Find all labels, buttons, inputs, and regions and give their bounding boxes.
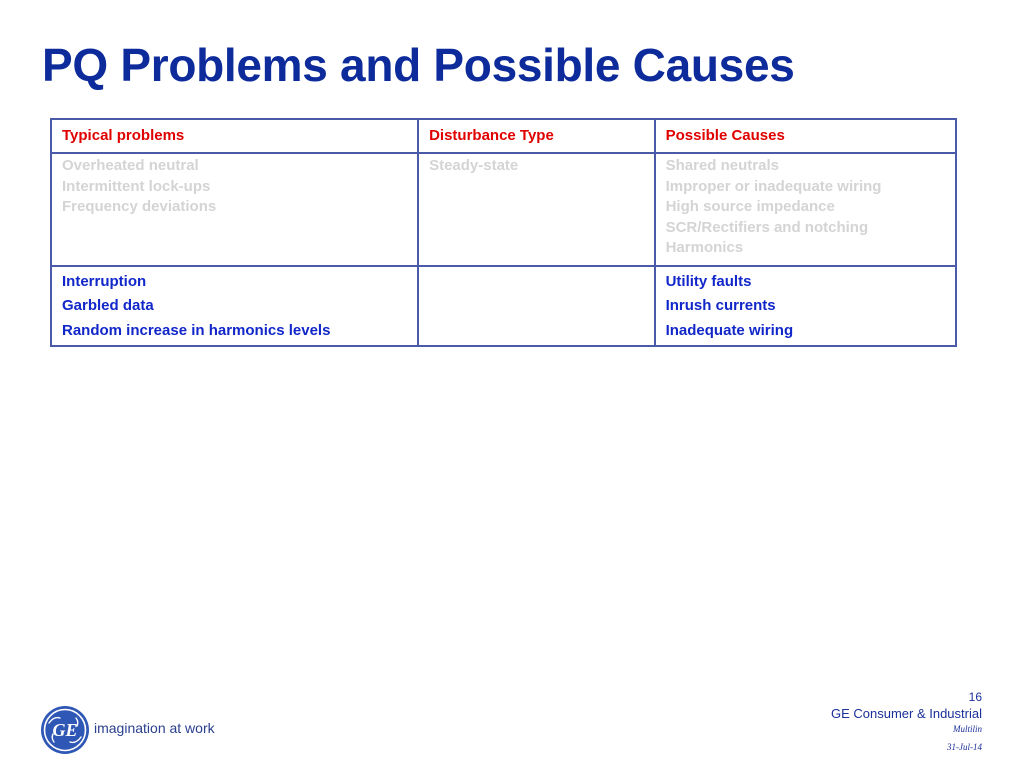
problems-cell <box>51 266 418 347</box>
table-header-row <box>51 119 956 153</box>
footer-info <box>831 690 982 755</box>
problem-item: Overheated neutral <box>62 157 199 174</box>
header-typical-problems: Typical problems <box>51 119 418 153</box>
cause-item: SCR/Rectifiers and notching <box>665 218 869 236</box>
cause-item: Shared neutrals <box>665 157 779 174</box>
problem-item: Intermittent lock-ups <box>62 177 211 195</box>
ge-monogram-icon <box>40 705 90 755</box>
problem-item: Garbled data <box>62 297 154 314</box>
table-row <box>51 266 956 347</box>
cause-item: High source impedance <box>665 198 835 215</box>
footer-tagline: imagination at work <box>94 720 215 736</box>
cause-item: Improper or inadequate wiring <box>665 177 882 195</box>
cause-item: Inrush currents <box>665 297 776 314</box>
cause-item: Utility faults <box>665 272 752 290</box>
problem-item: Frequency deviations <box>62 198 217 215</box>
problem-item: Random increase in harmonics levels <box>62 321 331 339</box>
page-number: 16 <box>968 690 982 704</box>
slide-title: PQ Problems and Possible Causes <box>42 39 795 91</box>
brand-name: Multilin <box>953 724 982 734</box>
causes-cell <box>655 153 956 266</box>
header-possible-causes: Possible Causes <box>655 119 956 153</box>
problems-cell <box>51 153 418 266</box>
cause-item: Inadequate wiring <box>665 321 794 339</box>
company-name: GE Consumer & Industrial <box>830 706 982 721</box>
ge-monogram-text: GE <box>52 720 78 740</box>
problem-item: Interruption <box>62 272 147 290</box>
slide-date: 31-Jul-14 <box>947 742 982 752</box>
header-disturbance-type: Disturbance Type <box>418 119 655 153</box>
cause-item: Harmonics <box>665 239 744 256</box>
pq-problems-table <box>50 118 957 347</box>
disturbance-type-cell: Steady-state <box>418 153 655 266</box>
causes-cell <box>655 266 956 347</box>
disturbance-type-cell <box>418 266 655 347</box>
table-row <box>51 153 956 266</box>
